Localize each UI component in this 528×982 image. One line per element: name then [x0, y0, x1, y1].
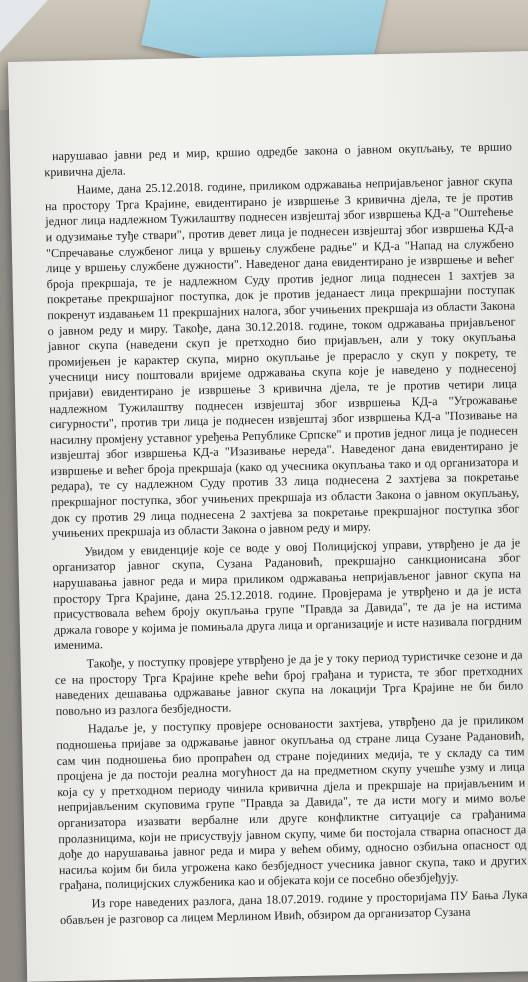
paragraph-5: Надаље је, у поступку провјере основаности захтјева, утврђено да је приликом подношења пријаве за одржавање јавног окупљања од стране лица Сузане Радановић, сам чин подношења био пропраћен од стране појединих медија, те у складу са тим процјена је да постоји реална могућност да на предметном скупу учешће узму и лица која су у претходном периоду чинила кривична дјела и прекршаје на пријављеним и непријављеним скуповима групе "Правда за Давида", те да исти могу и мимо воље организатора изазвати вербалне или друге конфликтне ситуације са грађанима пролазницима, који не присуствују јавном скупу, чиме би постојала стварна опасност да дође до нарушавања јавног реда и мира у већем обиму, односно озбиљна опасност од насиља којим би била угрожена како безбједност учесника јавног скупа, тако и других грађана, полицијских службеника као и објеката који се посебно обезбјеђују. [56, 712, 527, 893]
document-page [8, 51, 528, 982]
paragraph-3: Увидом у евиденције које се воде у овој Полицијској управи, утврђено је да је организатор јавног скупа, Сузана Радановић, прекршајно санкционисана због нарушавања јавног реда и мира приликом одржавања непријављеног јавног скупа на простору Трга Крајине, дана 25.12.2018. године. Провјерама је утврђено и да је иста присуствовала већем броју окупљања групе "Правда за Давида", те да је на истима држала говоре у којима је помињала друга лица и организације и исте називала погрдним именима. [52, 535, 522, 653]
paragraph-2: Наиме, дана 25.12.2018. године, приликом одржавања непријављеног јавног скупа на простору Трга Крајине, евидентирано је извршење 3 кривична дјела, те је против једног лица надлежном Тужилаштву поднесен извјештај због извршења КД-а "Оштећење и одузимање туђе ствари", против девет лица је поднесен извјештај због извршења КД-а "Спречавање службеног лица у вршењу службене радње" и КД-а "Напад на службено лице у вршењу службене дужности". Наведеног дана евидентирано је извршење и већег броја прекршаја, те је надлежном Суду против једног лица поднесен 1 захтјев за покретање прекршајног поступка, док је против једанаест лица прекршајни поступак покренут издавањем 11 прекршајних налога, због учињених прекршаја из области Закона о јавном реду и миру. Такође, дана 30.12.2018. године, током одржавања пријављеног јавног скупа (наведени скуп је претходно био пријављен, али у току окупљања промијењен је карактер скупа, мирно окупљање је прерасло у скуп у покрету, те учесници нису поштовали вријеме одржавања скупа које је наведено у поднесеној пријави) евидентирано је извршење 3 кривична дјела, те је против четири лица надлежном Тужилаштву поднесен извјештај због извршења КД-а "Угрожавање сигурности", против три лица је поднесен извјештај због извршења КД-а "Позивање на насилну промјену уставног уређења Републике Српске" и против једног лица је поднесен извјештај због извршења КД-а "Изазивање нереда". Наведеног дана евидентирано је извршење и већег броја прекршаја (како од учесника окупљања тако и од организатора и редара), те су надлежном Суду против 33 лица поднесена 2 захтјева за покретање прекршајног поступка, због учињених прекршаја из области Закона о јавном окупљању, док су против 29 лица поднесена 2 захтјева за покретање прекршајног поступка због учињених прекршаја из области Закона о јавном реду и миру. [44, 173, 520, 541]
paragraph-6: Из горе наведених разлога, дана 18.07.2019. године у просторијама ПУ Бања Лука обављен је разговор са лицем Мерлином Ивић, обзиром да организатор Сузана [59, 887, 528, 927]
paragraph-4: Такође, у поступку провјере утврђено је да је у току период туристичке сезоне и да се на простору Трга Крајине креће већи број грађана и туриста, те због претходних наведених дешавања одржавање јавног скупа на локацији Трга Крајине не би било повољно из разлога безбједности. [54, 647, 524, 718]
document-body [44, 139, 528, 931]
paragraph-1: нарушавао јавни ред и мир, кршио одредбе закона о јавном окупљању, те вршио кривична дјела. [44, 139, 513, 179]
